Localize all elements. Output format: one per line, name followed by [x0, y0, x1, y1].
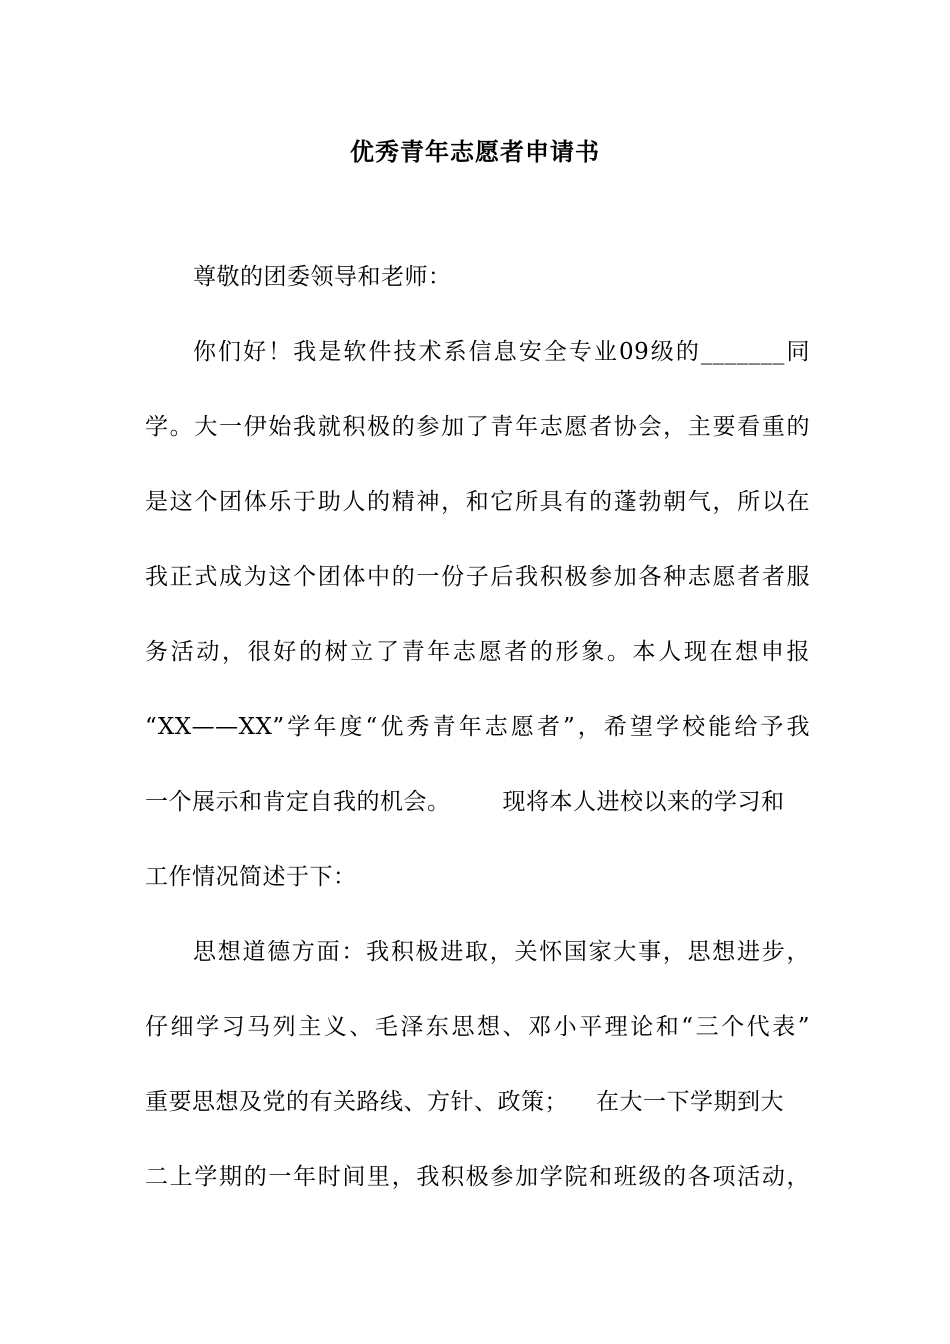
paragraph-line: 二上学期的一年时间里，我积极参加学院和班级的各项活动，	[145, 1164, 810, 1190]
paragraph-line: “XX——XX”学年度“优秀青年志愿者”，希望学校能给予我	[145, 714, 810, 740]
paragraph-segment: 在大一下学期到大	[596, 1089, 784, 1115]
paragraph-line: 学。大一伊始我就积极的参加了青年志愿者协会，主要看重的	[145, 414, 810, 440]
salutation: 尊敬的团委领导和老师：	[193, 264, 452, 290]
paragraph-segment: 重要思想及党的有关路线、方针、政策；	[145, 1089, 568, 1115]
paragraph-line: 你们好！我是软件技术系信息安全专业09级的_______同	[193, 339, 810, 365]
paragraph-segment: 一个展示和肯定自我的机会。	[145, 789, 451, 815]
document-title: 优秀青年志愿者申请书	[350, 138, 600, 166]
paragraph-line: 仔细学习马列主义、毛泽东思想、邓小平理论和“三个代表”	[145, 1014, 810, 1040]
paragraph-line: 我正式成为这个团体中的一份子后我积极参加各种志愿者者服	[145, 564, 810, 590]
paragraph-line: 工作情况简述于下：	[145, 864, 357, 890]
paragraph-line: 是这个团体乐于助人的精神，和它所具有的蓬勃朝气，所以在	[145, 489, 810, 515]
paragraph-segment: 现将本人进校以来的学习和	[502, 789, 785, 815]
paragraph-line	[145, 782, 810, 822]
paragraph-line	[145, 1082, 810, 1122]
paragraph-line: 务活动，很好的树立了青年志愿者的形象。本人现在想申报	[145, 639, 810, 665]
paragraph-line: 思想道德方面：我积极进取，关怀国家大事，思想进步，	[193, 939, 810, 965]
